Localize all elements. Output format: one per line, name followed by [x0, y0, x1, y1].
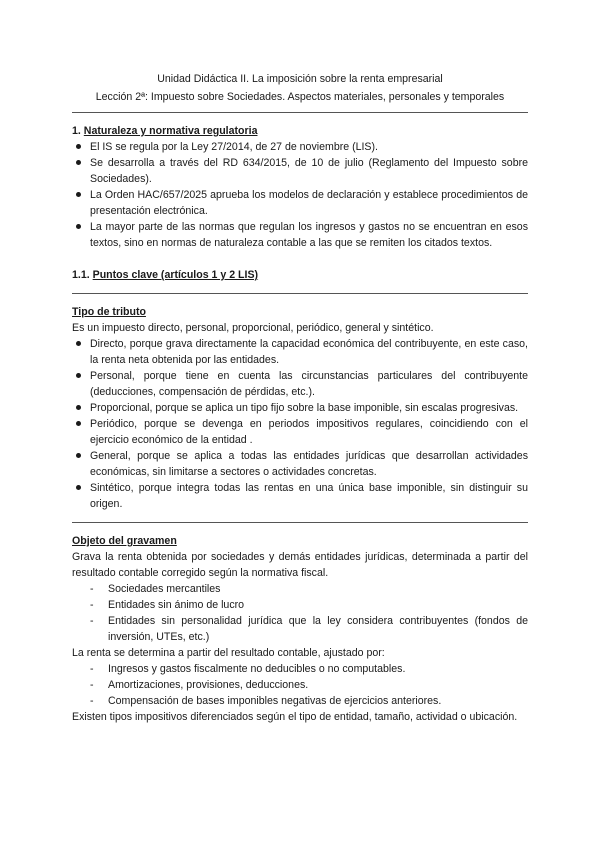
list-item: - Ingresos y gastos fiscalmente no deducibles o no computables. — [72, 661, 528, 677]
objeto-intro: Grava la renta obtenida por sociedades y demás entidades jurídicas, determinada a partir del resultado contable corregido según la normativa fiscal. — [72, 551, 528, 579]
tipo-bullet-list — [72, 336, 528, 512]
objeto-entity-list — [72, 581, 528, 645]
list-item: General, porque se aplica a todas las entidades jurídicas que desarrollan actividades económicas, sin limitarse a sectores o actividades concretas. — [72, 448, 528, 480]
header-lesson-line: Lección 2ª: Impuesto sobre Sociedades. Aspectos materiales, personales y temporales — [95, 91, 505, 103]
section-1-heading — [72, 123, 528, 139]
list-item: Sintético, porque integra todas las rentas en una única base imponible, sin distinguir su origen. — [72, 480, 528, 512]
header-divider — [72, 112, 528, 113]
section-1-1-title: Puntos clave (artículos 1 y 2 LIS) — [92, 269, 259, 281]
objeto-heading: Objeto del gravamen — [72, 535, 177, 547]
list-item: Personal, porque tiene en cuenta las circunstancias particulares del contribuyente (deducciones, compensación de pérdidas, etc.). — [72, 368, 528, 400]
spacer — [72, 251, 528, 267]
document-header — [72, 70, 528, 106]
section-divider — [72, 293, 528, 294]
list-item: - Compensación de bases imponibles negativas de ejercicios anteriores. — [72, 693, 528, 709]
section-divider — [72, 522, 528, 523]
section-1-1-heading — [72, 267, 528, 283]
list-item: El IS se regula por la Ley 27/2014, de 27 de noviembre (LIS). — [72, 139, 528, 155]
list-item: La Orden HAC/657/2025 aprueba los modelos de declaración y establece procedimientos de presentación electrónica. — [72, 187, 528, 219]
list-item: - Sociedades mercantiles — [72, 581, 528, 597]
list-item: Se desarrolla a través del RD 634/2015, de 10 de julio (Reglamento del Impuesto sobre Sociedades). — [72, 155, 528, 187]
list-item: - Entidades sin personalidad jurídica que la ley considera contribuyentes (fondos de inversión, UTEs, etc.) — [72, 613, 528, 645]
section-1-title: Naturaleza y normativa regulatoria — [83, 125, 258, 137]
list-item: Proporcional, porque se aplica un tipo fijo sobre la base imponible, sin escalas progresivas. — [72, 400, 528, 416]
tipo-intro: Es un impuesto directo, personal, proporcional, periódico, general y sintético. — [72, 322, 434, 334]
list-item: - Amortizaciones, provisiones, deducciones. — [72, 677, 528, 693]
objeto-adjustments-list — [72, 661, 528, 709]
section-1-1-number: 1.1. — [72, 269, 90, 281]
list-item: Periódico, porque se devenga en periodos impositivos regulares, coincidiendo con el ejercicio económico de la entidad . — [72, 416, 528, 448]
section-1-number: 1. — [72, 125, 81, 137]
section-1-bullet-list — [72, 139, 528, 251]
list-item: - Entidades sin ánimo de lucro — [72, 597, 528, 613]
objeto-adjustments-intro: La renta se determina a partir del resultado contable, ajustado por: — [72, 647, 385, 659]
list-item: Directo, porque grava directamente la capacidad económica del contribuyente, en este caso, la renta neta obtenida por las entidades. — [72, 336, 528, 368]
tipo-heading: Tipo de tributo — [72, 306, 146, 318]
list-item: La mayor parte de las normas que regulan los ingresos y gastos no se encuentran en esos textos, sino en normas de naturaleza contable a las que se remiten los citados textos. — [72, 219, 528, 251]
header-unit-line: Unidad Didáctica II. La imposición sobre la renta empresarial — [157, 73, 443, 85]
objeto-closing: Existen tipos impositivos diferenciados según el tipo de entidad, tamaño, actividad o ubicación. — [72, 711, 518, 723]
page-content — [72, 70, 528, 725]
